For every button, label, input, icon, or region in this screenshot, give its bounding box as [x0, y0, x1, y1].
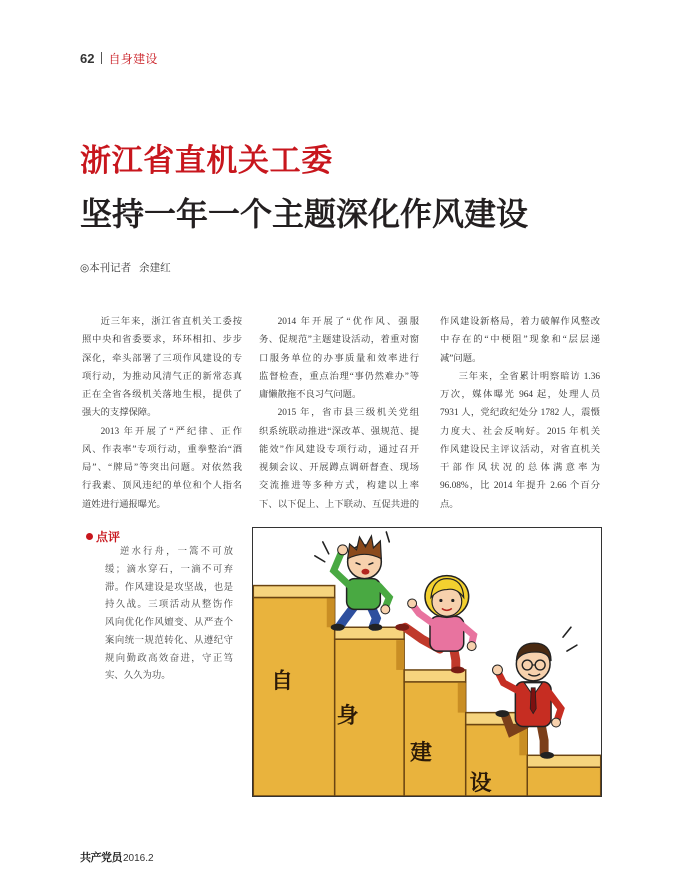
commentary-text-line: 案向统一规范转化、从遵纪守 — [105, 634, 233, 646]
climber-1-shoe — [331, 624, 345, 631]
climber-3-tie — [530, 688, 536, 714]
body-text-line: 2013 年开展了“严纪律、正作 — [100, 426, 242, 437]
body-text-line: 作风建设民主评议活动，对省直机关 — [440, 444, 600, 455]
stair-step-1-side — [327, 598, 335, 627]
stair-caption-3: 建 — [410, 740, 432, 766]
body-text-line: 庸懒散拖不良习气问题。 — [259, 390, 362, 400]
body-text-line: 照中央和省委要求，环环相扣、步步 — [82, 335, 242, 346]
climber-2-shoe — [395, 624, 409, 631]
stair-step-3-front — [404, 682, 466, 796]
body-text-line: 行我素、顶风违纪的单位和个人指名 — [82, 481, 242, 492]
commentary-text-line: 逆水行舟，一篙不可放 — [120, 546, 233, 557]
stair-step-1-front — [253, 597, 334, 796]
cartoon-svg — [253, 528, 601, 796]
body-text-line: 万次，媒体曝光 964 起，处理人员 — [440, 390, 600, 400]
body-text-line: 点。 — [440, 499, 459, 510]
climber-3-shoe — [495, 710, 509, 717]
body-text-line: 2015 年，省市县三级机关党组 — [277, 408, 419, 419]
commentary-text — [105, 543, 233, 685]
page-footer — [80, 849, 154, 865]
body-column-2 — [259, 313, 419, 514]
body-text-line: 作风建设新格局，着力破解作风整改 — [440, 317, 600, 327]
climber-1-shoe — [368, 624, 382, 631]
bullet-dot — [86, 533, 93, 540]
page-number: 62 — [80, 50, 95, 66]
header-divider — [101, 52, 102, 64]
climber-2-hand — [408, 599, 417, 608]
byline — [80, 262, 171, 275]
body-text-line: 能效”作风建设专项行动，通过召开 — [259, 444, 419, 455]
stair-step-1-top — [253, 586, 334, 598]
stair-caption-4: 设 — [469, 771, 492, 796]
body-text-line: 视频会议、开展蹲点调研督查、现场 — [259, 463, 419, 473]
climber-3-hand — [552, 718, 561, 727]
stair-step-5-top — [527, 755, 600, 767]
byline-author: 余建红 — [139, 262, 171, 274]
body-text-line: 深化，牵头部署了三项作风建设的专 — [82, 353, 242, 364]
body-text-line: 正在全省各级机关落地生根，提供了 — [82, 390, 242, 400]
body-text-line: 2014 年开展了“优作风、强服 — [277, 317, 419, 327]
body-text-line: 干部作风状况的总体满意率为 — [440, 463, 600, 473]
stair-step-2-side — [396, 640, 404, 670]
climber-2-hand — [467, 642, 476, 651]
commentary-label: 点评 — [96, 530, 121, 544]
climber-1-hand — [381, 605, 390, 614]
body-text-line: 口服务单位的办事质量和效率进行 — [259, 353, 419, 364]
body-text-line: 织系统联动推进“深改革、强规范、提 — [259, 426, 419, 437]
body-text-line: 中存在的“中梗阻”现象和“层层递 — [440, 335, 600, 346]
page-header — [80, 50, 158, 66]
body-text-line: 减”问题。 — [440, 353, 482, 364]
climber-2-eye — [439, 599, 442, 602]
body-column-3 — [440, 313, 600, 514]
body-text-line: 风、作表率”专项行动，重拳整治“酒 — [82, 444, 242, 455]
body-text-line: 交流推进等多种方式，构建以上率 — [259, 481, 419, 492]
body-text-line: 强大的支撑保障。 — [82, 408, 157, 419]
body-text-line: 近三年来，浙江省直机关工委按 — [100, 317, 242, 327]
magazine-logo: 共产党员 — [80, 851, 122, 864]
section-name: 自身建设 — [108, 51, 158, 66]
article-title-line-2: 坚持一年一个主题深化作风建设 — [80, 195, 529, 233]
body-column-1 — [82, 313, 242, 514]
commentary-text-line: 滞。作风建设是攻坚战，也是 — [105, 581, 233, 593]
climber-2-eye — [451, 599, 454, 602]
issue-number: 2016.2 — [123, 853, 154, 864]
climber-2-leg — [454, 649, 456, 668]
commentary-text-line: 持久战。三项活动从整饬作 — [105, 599, 233, 611]
byline-label: ◎本刊记者 — [80, 262, 132, 274]
body-text-line: 务、促规范”主题建设活动，着重对窗 — [259, 335, 419, 346]
body-text-line: 局”、“牌局”等突出问题。对依然我 — [82, 463, 242, 473]
body-text-line: 下、以下促上、上下联动、互促共进的 — [259, 499, 419, 510]
cartoon-illustration — [252, 527, 602, 797]
climber-1-mouth — [361, 569, 369, 575]
body-text-line: 力度大、社会反响好。2015 年机关 — [440, 426, 600, 437]
article-title-line-1: 浙江省直机关工委 — [80, 143, 333, 179]
body-text-line: 三年来，全省累计明察暗访 1.36 — [458, 371, 600, 382]
climber-2-shoe — [451, 666, 465, 673]
body-text-line: 监督检查，重点治理“事仍然难办”等 — [259, 371, 419, 382]
body-text-line: 7931 人，党纪政纪处分 1782 人，震慑 — [440, 408, 600, 419]
commentary-text-line: 风向优化作风嬗变、从严查个 — [105, 617, 233, 628]
stair-caption-2: 身 — [336, 703, 359, 729]
stair-caption-1: 自 — [271, 668, 294, 694]
commentary-text-line: 规向勤政高效奋进，守正笃 — [105, 652, 233, 664]
stair-step-3-side — [458, 683, 466, 713]
climber-3-leg — [541, 725, 544, 754]
body-text-line: 96.08%，比 2014 年提升 2.66 个百分 — [440, 481, 600, 492]
body-text-line: 项行动，为推动风清气正的新常态真 — [82, 371, 242, 382]
stair-step-5-front — [527, 767, 600, 796]
commentary-text-line: 缓；滴水穿石，一滴不可弃 — [105, 563, 233, 575]
body-text-line: 道姓进行通报曝光。 — [82, 499, 166, 510]
climber-1-hand-on-head — [338, 545, 348, 555]
climber-1-leg — [371, 607, 376, 626]
commentary-text-line: 实、久久为功。 — [105, 670, 171, 682]
climber-3-fist — [493, 665, 503, 675]
climber-3-shoe — [540, 752, 554, 759]
